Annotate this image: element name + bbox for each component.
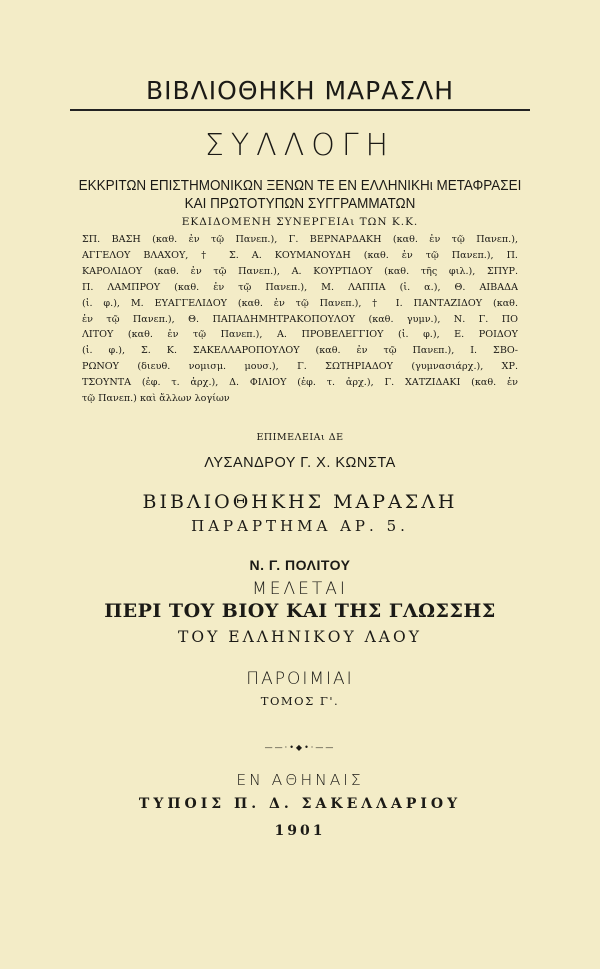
imprint-place: ΕΝ ΑΘΗΝΑΙΣ [236,771,364,789]
contributor-line: ΣΠ. ΒΑΣΗ (καθ. ἐν τῷ Πανεπ.), Γ. ΒΕΡΝΑΡΔΑΚΗ (καθ. ἐν τῷ Πανεπ.), [82,234,518,245]
book-subtitle: ΤΟΥ ΕΛΛΗΝΙΚΟΥ ΛΑΟΥ [178,628,422,646]
series-name: ΒΙΒΛΙΟΘΗΚΗΣ ΜΑΡΑΣΛΗ [142,491,458,513]
book-title: ΠΕΡΙ ΤΟΥ ΒΙΟΥ ΚΑΙ ΤΗΣ ΓΛΩΣΣΗΣ [104,600,496,622]
book-volume: ΤΟΜΟΣ Γ'. [260,694,340,708]
editor-name: ΛΥΣΑΝΔΡΟΥ Γ. Χ. ΚΩΝΣΤΑ [204,455,396,471]
contributor-line: ΑΓΓΕΛΟΥ ΒΛΑΧΟΥ, † Σ. Α. ΚΟΥΜΑΝΟΥΔΗ (καθ. ἐν τῷ Πανεπ.), Π. [82,249,518,261]
ornament-divider: ——·•◆•·—— [264,743,336,752]
book-section: ΠΑΡΟΙΜΙΑΙ [246,669,354,689]
supervision-label: ΕΠΙΜΕΛΕΙΑι ΔΕ [256,432,344,443]
contributor-line: τῷ Πανεπ.) καὶ ἄλλων λογίων [82,393,230,405]
collection-description-line2: ΚΑΙ ΠΡΩΤΟΤΥΠΩΝ ΣΥΓΓΡΑΜΜΑΤΩΝ [184,196,416,212]
imprint-year: 1901 [274,823,326,839]
collection-description-line1: ΕΚΚΡΙΤΩΝ ΕΠΙΣΤΗΜΟΝΙΚΩΝ ΞΕΝΩΝ ΤΕ ΕΝ ΕΛΛΗΝΙΚΗι ΜΕΤΑΦΡΑΣΕΙ [78,178,522,194]
contributor-line: ΤΣΟΥΝΤΑ (ἐφ. τ. ἀρχ.), Δ. ΦΙΛΙΟΥ (ἐφ. τ. ἀρχ.), Γ. ΧΑΤΖΙΔΑΚΙ (καθ. ἐν [82,377,518,389]
contributor-line: ΛΙΤΟΥ (καθ. ἐν τῷ Πανεπ.), Α. ΠΡΟΒΕΛΕΓΓΙΟΥ (ἰ. φ.), Ε. ΡΟΙΔΟΥ [82,329,518,341]
contributor-line: ΚΑΡΟΛΙΔΟΥ (καθ. ἐν τῷ Πανεπ.), Α. ΚΟΥΡΤΙΔΟΥ (καθ. τῆς φιλ.), ΣΠΥΡ. [82,265,518,277]
contributor-line: (ἰ. φ.), Μ. ΕΥΑΓΓΕΛΙΔΟΥ (καθ. ἐν τῷ Πανεπ.), † Ι. ΠΑΝΤΑΖΙΔΟΥ (καθ. [82,297,518,309]
contributor-line: (ἰ. φ.), Σ. Κ. ΣΑΚΕΛΛΑΡΟΠΟΥΛΟΥ (καθ. ἐν τῷ Πανεπ.), Ι. ΣΒΟ- [82,345,518,357]
contributor-line: Π. ΛΑΜΠΡΟΥ (καθ. ἐν τῷ Πανεπ.), Μ. ΛΑΠΠΑ (ἰ. α.), Θ. ΑΙΒΑΔΑ [82,281,518,293]
book-author: Ν. Γ. ΠΟΛΙΤΟΥ [249,557,351,573]
collection-title: ΣΥΛΛΟΓΗ [204,128,396,163]
library-header: ΒΙΒΛΙΟΘΗΚΗ ΜΑΡΑΣΛΗ [146,76,454,105]
published-by: ΕΚΔΙΔΟΜΕΝΗ ΣΥΝΕΡΓΕΙΑι ΤΩΝ Κ.Κ. [181,216,419,228]
imprint-printer: ΤΥΠΟΙΣ Π. Δ. ΣΑΚΕΛΛΑΡΙΟΥ [138,796,462,812]
contributor-line: ἐν τῷ Πανεπ.), Θ. ΠΑΠΑΔΗΜΗΤΡΑΚΟΠΟΥΛΟΥ (καθ. γυμν.), Ν. Γ. ΠΟ [82,313,518,325]
series-appendix: ΠΑΡΑΡΤΗΜΑ ΑΡ. 5. [191,517,409,535]
contributors-block [82,232,518,407]
contributor-line: ΡΩΝΟΥ (διευθ. νομισμ. μουσ.), Γ. ΣΩΤΗΡΙΑΔΟΥ (γυμνασιάρχ.), ΧΡ. [82,361,518,373]
header-rule [70,109,530,111]
book-studies: ΜΕΛΕΤΑΙ [252,579,348,599]
